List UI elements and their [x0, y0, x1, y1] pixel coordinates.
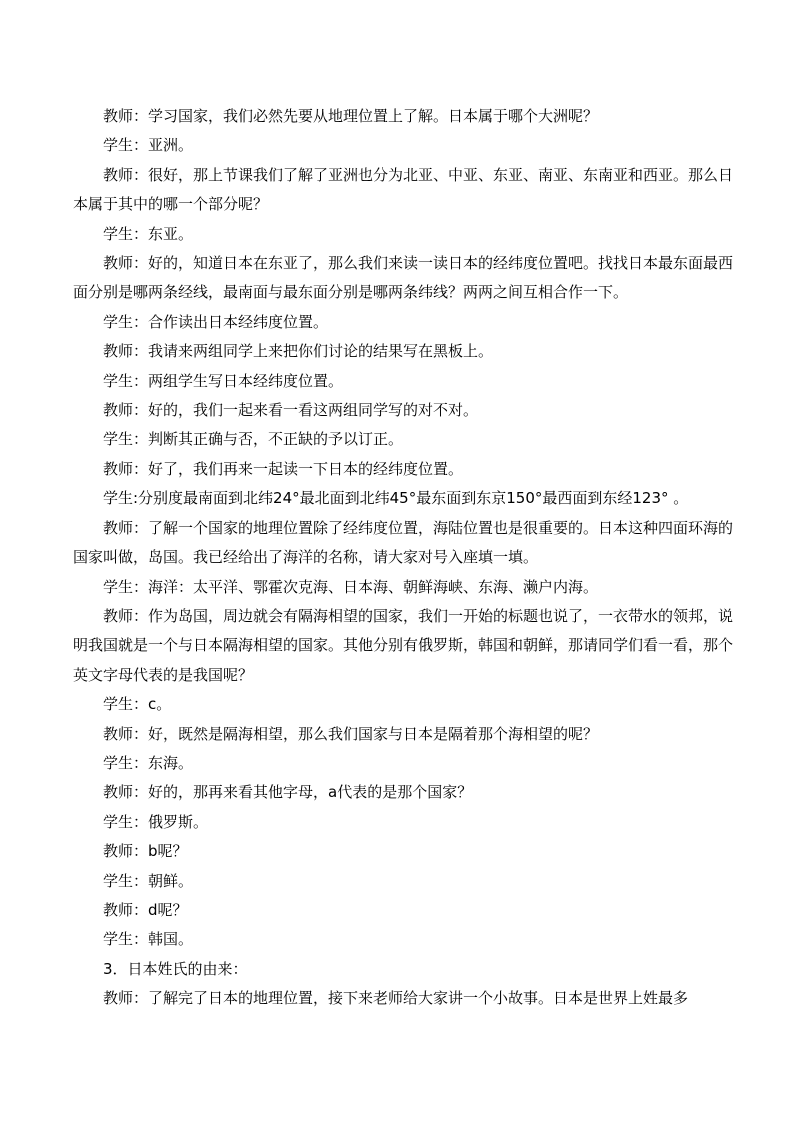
- dialogue-line: 学生：合作读出日本经纬度位置。: [103, 312, 329, 331]
- dialogue-line: 学生：韩国。: [103, 930, 194, 949]
- dialogue-line: 学生：两组学生写日本经纬度位置。: [103, 371, 344, 390]
- dialogue-line: 教师：作为岛国，周边就会有隔海相望的国家，我们一开始的标题也说了，一衣带水的领邦，说明我国就是一个与日本隔海相望的国家。其他分别有俄罗斯，韩国和朝鲜，那请同学们看一看，那个英文字母代表的是我国呢？: [73, 606, 734, 684]
- dialogue-line: 学生：c。: [103, 695, 172, 714]
- dialogue-line: 教师：b呢？: [103, 842, 188, 861]
- dialogue-line: 教师：好的，知道日本在东亚了，那么我们来读一读日本的经纬度位置吧。找找日本最东面最西面分别是哪两条经线，最南面与最东面分别是哪两条纬线？两两之间互相合作一下。: [73, 254, 734, 302]
- dialogue-line: 教师：学习国家，我们必然先要从地理位置上了解。日本属于哪个大洲呢？: [103, 107, 599, 125]
- section-heading: 3．日本姓氏的由来：: [103, 959, 248, 978]
- dialogue-line: 教师：很好，那上节课我们了解了亚洲也分为北亚、中亚、东亚、南亚、东南亚和西亚。那么日本属于其中的哪一个部分呢？: [73, 165, 734, 214]
- dialogue-line: 教师：好的，我们一起来看一看这两组同学写的对不对。: [103, 401, 479, 420]
- dialogue-line: 教师：了解一个国家的地理位置除了经纬度位置，海陆位置也是很重要的。日本这种四面环海的国家叫做，岛国。我已经给出了海洋的名称，请大家对号入座填一填。: [73, 518, 734, 567]
- dialogue-line: 学生：东海。: [103, 753, 194, 772]
- dialogue-line: 学生：判断其正确与否，不正缺的予以订正。: [103, 430, 404, 449]
- dialogue-line: 学生：东亚。: [103, 224, 194, 243]
- dialogue-line: 学生：亚洲。: [103, 136, 194, 155]
- dialogue-line: 学生：朝鲜。: [103, 871, 194, 890]
- dialogue-line: 教师：d呢？: [103, 900, 188, 919]
- dialogue-line: 教师：好了，我们再来一起读一下日本的经纬度位置。: [103, 459, 464, 478]
- dialogue-line: 教师：好，既然是隔海相望，那么我们国家与日本是隔着那个海相望的呢？: [103, 724, 599, 743]
- dialogue-line: 学生：俄罗斯。: [103, 812, 209, 831]
- document-body: [73, 102, 745, 1014]
- dialogue-line: 学生:分别度最南面到北纬24°最北面到北纬45°最东面到东京150°最西面到东经123° 。: [103, 489, 689, 508]
- dialogue-line: 教师：好的，那再来看其他字母，a代表的是那个国家？: [103, 783, 473, 802]
- dialogue-line: 学生：海洋：太平洋、鄂霍次克海、日本海、朝鲜海峡、东海、濑户内海。: [103, 577, 599, 596]
- dialogue-line: 教师：我请来两组同学上来把你们讨论的结果写在黑板上。: [103, 342, 494, 361]
- dialogue-line: 教师：了解完了日本的地理位置，接下来老师给大家讲一个小故事。日本是世界上姓最多: [103, 989, 689, 1008]
